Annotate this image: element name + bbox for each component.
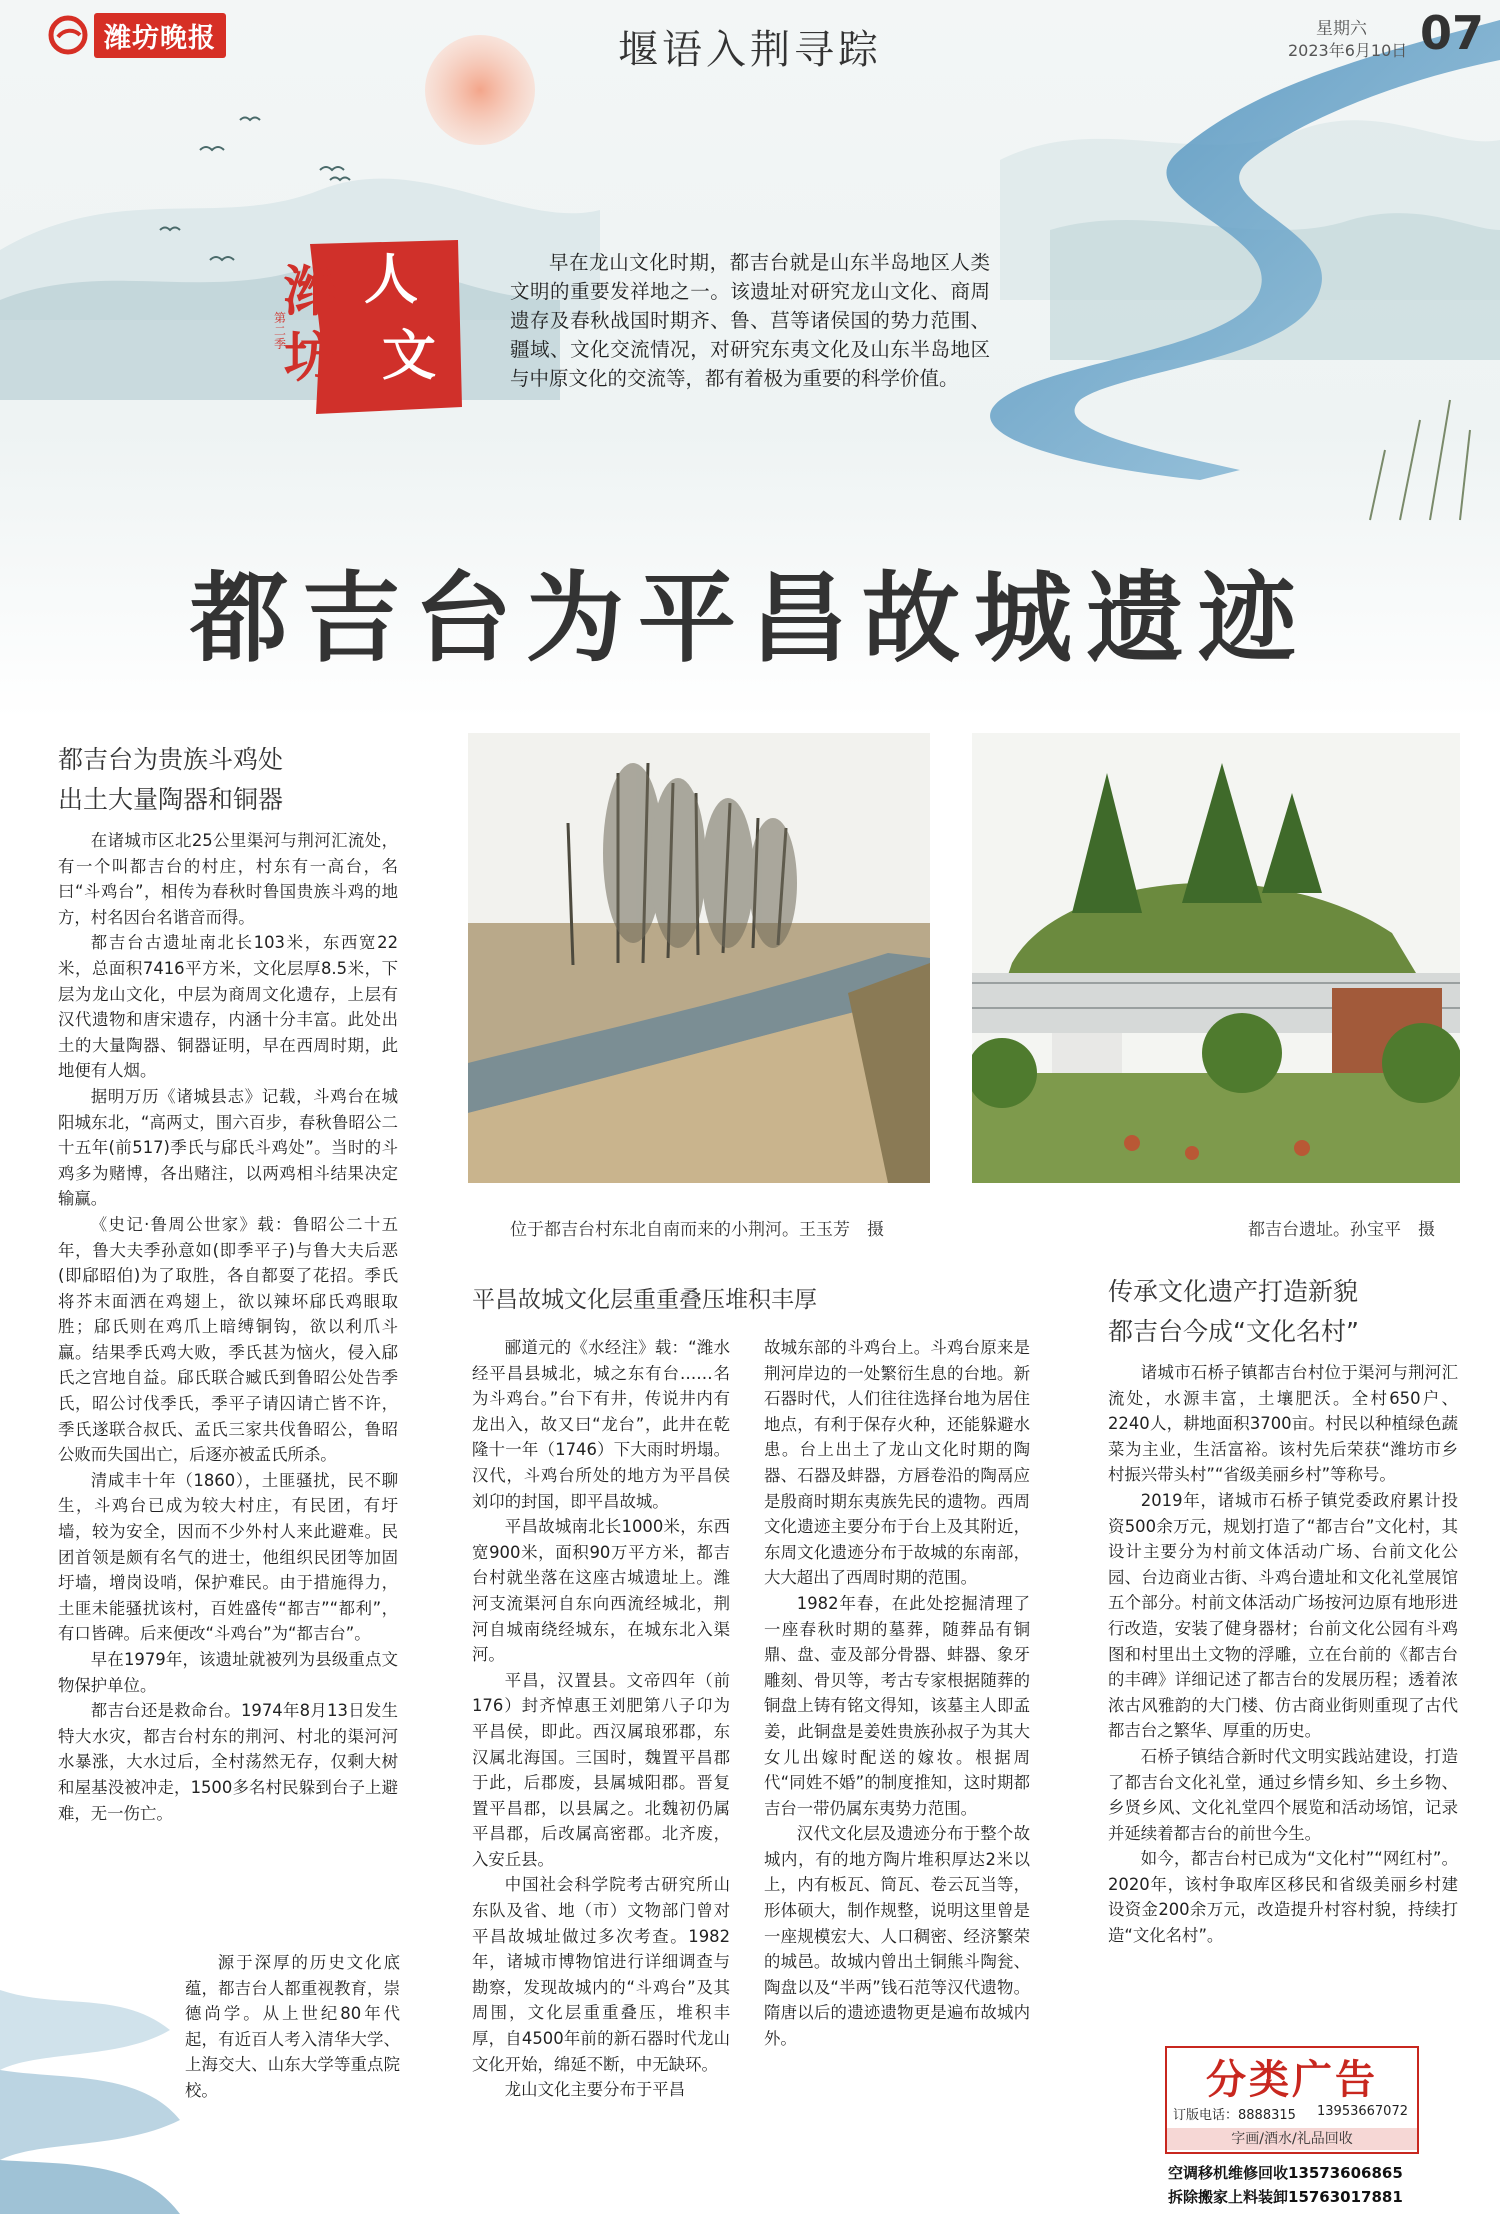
article2-column1 (472, 1335, 730, 2103)
seal-issue-label: 第二季 (274, 311, 287, 351)
photo-caption-right: 都吉台遗址。孙宝平 摄 (1248, 1220, 1435, 1240)
article1-paragraph: 在诸城市区北25公里渠河与荆河汇流处，有一个叫都吉台的村庄，村东有一高台，名曰“斗鸡台”，相传为春秋时鲁国贵族斗鸡的地方，村名因台名谐音而得。 (58, 831, 398, 927)
article2-column2 (764, 1335, 1030, 2052)
river-photo-image (468, 733, 930, 1183)
weekday: 星期六 (1316, 19, 1367, 39)
photo-river (468, 733, 930, 1183)
article3-subhead-line2: 都吉台今成“文化名村” (1108, 1317, 1359, 1346)
sun-icon (425, 35, 535, 145)
article3-subhead-line1: 传承文化遗产打造新貌 (1108, 1277, 1359, 1306)
seal-char-4: 文 (382, 323, 436, 387)
article1-paragraph: 清咸丰十年（1860），土匪骚扰，民不聊生，斗鸡台已成为较大村庄，有民团，有圩墙，较为安全，因而不少外村人来此避难。民团首领是颇有名气的进士，他组织民团等加固圩墙，增岗设哨，保护难民。由于措施得力，土匪未能骚扰该村，百姓盛传“都吉”“都利”，有口皆碑。后来便改“斗鸡台”为“都吉台”。 (58, 1470, 398, 1644)
paper-logo-icon (48, 15, 88, 55)
waves-icon (0, 1950, 180, 2214)
classified-line-1: 空调移机维修回收13573606865 (1168, 2164, 1403, 2182)
article3-paragraph: 石桥子镇结合新时代文明实践站建设，打造了都吉台文化礼堂，通过乡情乡知、乡土乡物、乡贤乡风、文化礼堂四个展览和活动场馆，记录并延续着都吉台的前世今生。 (1108, 1746, 1458, 1843)
ad-phone2: 13953667072 (1317, 2104, 1408, 2119)
photo-site (972, 733, 1460, 1183)
article3-paragraph: 如今，都吉台村已成为“文化村”“网红村”。2020年，该村争取库区移民和省级美丽乡村建设资金200余万元，改造提升村容村貌，持续打造“文化名村”。 (1108, 1849, 1458, 1946)
masthead-logo (48, 10, 278, 60)
article2-paragraph: 郦道元的《水经注》载：“潍水经平昌县城北，城之东有台……名为斗鸡台。”台下有井，传说井内有龙出入，故又曰“龙台”，此井在乾隆十一年（1746）下大雨时坍塌。汉代，斗鸡台所处的地方为平昌侯刘卬的封国，即平昌故城。 (472, 1338, 730, 1511)
seal-char-2: 坊 (284, 325, 338, 389)
article2-paragraph: 汉代文化层及遗迹分布于整个故城内，有的地方陶片堆积厚达2米以上，内有板瓦、筒瓦、卷云瓦当等，形体硕大，制作规整，说明这里曾是一座规模宏大、人口稠密、经济繁荣的城邑。故城内曾出土铜熊斗陶瓮、陶盘以及“半两”钱石范等汉代遗物。隋唐以后的遗迹遗物更是遍布故城内外。 (764, 1824, 1030, 2049)
intro-text: 早在龙山文化时期，都吉台就是山东半岛地区人类文明的重要发祥地之一。该遗址对研究龙山文化、商周遗存及春秋战国时期齐、鲁、莒等诸侯国的势力范围、疆域、文化交流情况，对研究东夷文化及山东半岛地区与中原文化的交流等，都有着极为重要的科学价值。 (510, 251, 990, 390)
article1-paragraph: 都吉台还是救命台。1974年8月13日发生特大水灾，都吉台村东的荆河、村北的渠河河水暴涨，大水过后，全村荡然无存，仅剩大树和屋基没被冲走，1500多名村民躲到台子上避难，无一伤亡。 (58, 1701, 398, 1823)
ad-title: 分类广告 (1206, 2057, 1378, 2103)
article2-paragraph: 故城东部的斗鸡台上。斗鸡台原来是荆河岸边的一处繁衍生息的台地。新石器时代，人们往往选择台地为居住地点，有利于保存火种，还能躲避水患。台上出土了龙山文化时期的陶器、石器及蚌器，方唇卷沿的陶鬲应是殷商时期东夷族先民的遗物。西周文化遗迹主要分布于台上及其附近，东周文化遗迹分布于故城的东南部，大大超出了西周时期的范围。 (764, 1338, 1030, 1588)
article2-paragraph: 中国社会科学院考古研究所山东队及省、地（市）文物部门曾对平昌故城址做过多次考查。1982年，诸城市博物馆进行详细调查与勘察，发现故城内的“斗鸡台”及其周围，文化层重重叠压，堆积丰厚，自4500年前的新石器时代龙山文化开始，绵延不断，中无缺环。 (472, 1875, 730, 2074)
photo-caption-left: 位于都吉台村东北自南而来的小荆河。王玉芳 摄 (510, 1220, 884, 1240)
article1-paragraph: 都吉台古遗址南北长103米，东西宽22米，总面积7416平方米，文化层厚8.5米，下层为龙山文化，中层为商周文化遗存，上层有汉代遗物和唐宋遗存，内涵十分丰富。此处出土的大量陶器、铜器证明，早在西周时期，此地便有人烟。 (58, 933, 398, 1081)
ad-phone-label: 订版电话：8888315 (1173, 2108, 1296, 2123)
article2-paragraph: 平昌，汉置县。文帝四年（前176）封齐悼惠王刘肥第八子卬为平昌侯，即此。西汉属琅邪郡，东汉属北海国。三国时，魏置平昌郡于此，后郡废，县属城阳郡。晋复置平昌郡，以县属之。北魏初仍属平昌郡，后改属高密郡。北齐废，入安丘县。 (472, 1670, 730, 1869)
article2-subhead: 平昌故城文化层重重叠压堆积丰厚 (472, 1287, 817, 1313)
article1-subhead (58, 740, 418, 820)
article3-paragraph: 诸城市石桥子镇都吉台村位于渠河与荆河汇流处，水源丰富，土壤肥沃。全村650户、2240人，耕地面积3700亩。村民以种植绿色蔬菜为主业，生活富裕。该村先后荣获“潍坊市乡村振兴带头村”“省级美丽乡村”等称号。 (1108, 1363, 1458, 1485)
site-photo-image (972, 733, 1460, 1183)
article2-paragraph: 1982年春，在此处挖掘清理了一座春秋时期的墓葬，随葬品有铜鼎、盘、壶及部分骨器、蚌器、象牙雕刻、骨贝等，考古专家根据随葬的铜盘上铸有铭文得知，该墓主人即孟姜，此铜盘是姜姓贵族孙叔子为其大女儿出嫁时配送的嫁妆。根据周代“同姓不婚”的制度推知，这时期都吉台一带仍属东夷势力范围。 (764, 1593, 1030, 1818)
article1-subhead-line1: 都吉台为贵族斗鸡处 (58, 745, 284, 774)
headline: 都吉台为平昌故城遗迹 (189, 562, 1310, 676)
article3-subhead (1108, 1272, 1468, 1352)
section-title: 堰语入荆寻踪 (618, 27, 882, 73)
article3-paragraph: 2019年，诸城市石桥子镇党委政府累计投资500余万元，规划打造了“都吉台”文化村，其设计主要分为村前文体活动广场、台前文化公园、台边商业古街、斗鸡台遗址和文化礼堂展馆五个部分。村前文体活动广场按河边原有地形进行改造，安装了健身器材；台前文化公园有斗鸡图和村里出土文物的浮雕，立在台前的《都吉台的丰碑》详细记述了都吉台的发展历程；透着浓浓古风雅韵的大门楼、仿古商业街则重现了古代都吉台之繁华、厚重的历史。 (1108, 1490, 1458, 1741)
column-seal (274, 232, 465, 422)
date-block (1260, 6, 1485, 66)
article1-paragraph: 源于深厚的历史文化底蕴，都吉台人都重视教育，崇德尚学。从上世纪80年代起，有近百人考入清华大学、上海交大、山东大学等重点院校。 (185, 1953, 400, 2100)
issue-date: 2023年6月10日 (1288, 41, 1408, 60)
paper-name: 潍坊晚报 (94, 13, 226, 58)
ad-band: 字画/酒水/礼品回收 (1167, 2128, 1417, 2150)
article2-paragraph: 平昌故城南北长1000米，东西宽900米，面积90万平方米，都吉台村就坐落在这座古城遗址上。潍河支流渠河自东向西流经城北，荆河自城南绕经城东，在城东北入渠河。 (472, 1517, 730, 1665)
classified-line-2: 拆除搬家上料装卸15763017881 (1168, 2188, 1403, 2206)
classified-ad-box (1165, 2046, 1419, 2154)
article1-body (58, 828, 398, 1826)
page-number: 07 (1420, 6, 1485, 60)
article1-subhead-line2: 出土大量陶器和铜器 (58, 785, 284, 814)
article3-body (1108, 1360, 1458, 1949)
seal-char-1: 潍 (284, 259, 338, 323)
article1-paragraph: 早在1979年，该遗址就被列为县级重点文物保护单位。 (58, 1650, 398, 1695)
article1-last-paragraph (185, 1950, 400, 2104)
corner-decoration (0, 1950, 180, 2214)
article2-paragraph: 龙山文化主要分布于平昌 (504, 2080, 686, 2100)
article1-paragraph: 《史记·鲁周公世家》载：鲁昭公二十五年，鲁大夫季孙意如(即季平子)与鲁大夫后恶(即郈昭伯)为了取胜，各自都耍了花招。季氏将芥末面洒在鸡翅上，欲以辣坏郈氏鸡眼取胜；郈氏则在鸡爪上暗缚铜钩，欲以利爪斗赢。结果季氏鸡大败，季氏甚为恼火，侵入郈氏之宫地自益。郈氏联合臧氏到鲁昭公处告季氏，昭公讨伐季氏，季平子请囚请亡皆不许，季氏遂联合叔氏、孟氏三家共伐鲁昭公，鲁昭公败而失国出亡，后逐亦被孟氏所杀。 (58, 1214, 398, 1465)
article1-paragraph: 据明万历《诸城县志》记载，斗鸡台在城阳城东北，“高两丈，围六百步，春秋鲁昭公二十五年(前517)季氏与郈氏斗鸡处”。当时的斗鸡多为赌博，各出赌注，以两鸡相斗结果决定输赢。 (58, 1086, 398, 1209)
seal-char-3: 人 (364, 247, 418, 311)
